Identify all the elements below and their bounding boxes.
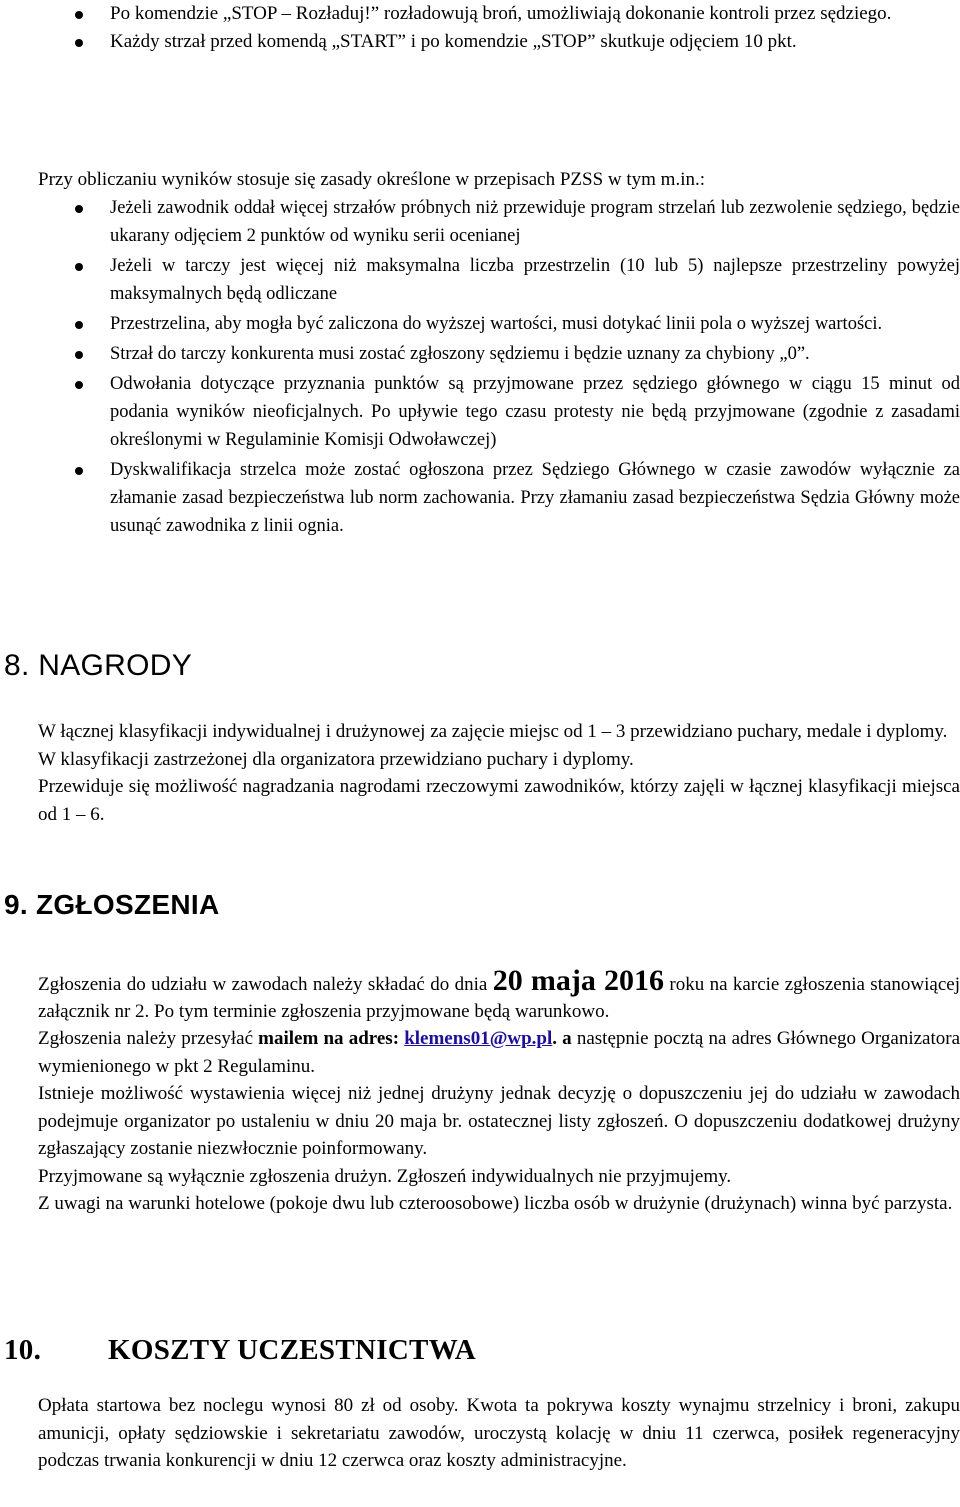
paragraph: [38, 1392, 960, 1475]
list-item-text: Jeżeli zawodnik oddał więcej strzałów próbnych niż przewiduje program strzelań lub zezwolenie sędziego, będzie ukarany odjęciem 2 punktów od wyniku serii ocenianej: [110, 198, 960, 246]
list-item: [0, 252, 960, 308]
list-item-text: Dyskwalifikacja strzelca może zostać ogłoszona przez Sędziego Głównego w czasie zawodów wyłącznie za złamanie zasad bezpieczeństwa lub norm zachowania.: [110, 460, 960, 508]
list-item-text: Strzał do tarczy konkurenta musi zostać zgłoszony sędziemu i będzie uznany za chybiony „0”.: [110, 344, 810, 364]
paragraph: Przewiduje się możliwość nagradzania nagrodami rzeczowymi zawodników, którzy zajęli w łącznej klasyfikacji miejsca od 1 – 6.: [38, 776, 960, 825]
list-item-text: Odwołania dotyczące przyznania punktów są przyjmowane przez sędziego głównego w ciągu 15 minut od podania wyników nieoficjalnych.: [110, 374, 960, 422]
text-span: Kwota ta pokrywa koszty wynajmu strzelnicy i broni, zakupu amunicji, opłaty sędziowskie i sekretariatu zawodów, uroczystą kolację w dniu 11 czerwca, posiłek regeneracyjny podczas trwania konkurencji w dniu 12 czerwca oraz koszty administracyjne.: [38, 1395, 960, 1471]
text-span: Zgłoszenia do udziału w zawodach należy składać do dnia: [38, 974, 493, 995]
bullet-icon: [75, 39, 83, 47]
list-item-extra-text: Przy złamaniu zasad bezpieczeństwa Sędzia Główny może usunąć zawodnika z linii ognia.: [110, 488, 960, 536]
bullet-icon: [75, 263, 83, 271]
paragraph: Istnieje możliwość wystawienia więcej niż jednej drużyny jednak decyzję o dopuszczeniu jej do udziału w zawodach podejmuje organizator po ustaleniu w dniu 20 maja br. ostatecznej listy zgłoszeń. O dopuszczeniu dodatkowej drużyny zgłaszający zostanie niezwłocznie poinformowany.: [38, 1083, 960, 1159]
list-item: [0, 310, 960, 338]
bold-text: mailem na adres:: [258, 1028, 405, 1049]
list-item: [0, 28, 960, 56]
paragraph: [38, 964, 960, 1025]
list-item: [0, 0, 960, 28]
bullet-icon: [75, 11, 83, 19]
section-heading-koszty: [4, 1332, 476, 1368]
paragraph: Przyjmowane są wyłącznie zgłoszenia drużyn. Zgłoszeń indywidualnych nie przyjmujemy.: [38, 1165, 732, 1187]
section-heading-nagrody: 8. NAGRODY: [4, 649, 193, 682]
bullet-icon: [75, 467, 83, 475]
bullet-icon: [75, 321, 83, 329]
list-item: [0, 370, 960, 454]
rules-bullet-list: [0, 194, 960, 542]
bullet-icon: [75, 381, 83, 389]
text-span: roku na karcie zgłoszenia stanowiącej załącznik nr 2. Po tym terminie zgłoszenia przyjmowane będą warunkowo.: [38, 974, 960, 1022]
bullet-icon: [75, 351, 83, 359]
list-item-text: Każdy strzał przed komendą „START” i po komendzie „STOP” skutkuje odjęciem 10 pkt.: [110, 31, 797, 52]
deadline-date: 20 maja 2016: [492, 964, 664, 997]
bold-text: . a: [552, 1028, 572, 1049]
rules-intro: Przy obliczaniu wyników stosuje się zasady określone w przepisach PZSS w tym m.in.:: [38, 169, 706, 190]
text-span: Opłata startowa bez noclegu wynosi 80 zł od osoby.: [38, 1395, 459, 1416]
paragraph: W łącznej klasyfikacji indywidualnej i drużynowej za zajęcie miejsc od 1 – 3 przewidziano puchary, medale i dyplomy.: [38, 721, 948, 742]
section-number: 10.: [4, 1334, 42, 1366]
section-heading-zgloszenia: 9. ZGŁOSZENIA: [4, 889, 220, 920]
paragraph: [38, 1025, 960, 1080]
section-title: KOSZTY UCZESTNICTWA: [108, 1334, 477, 1366]
text-span: następnie pocztą na adres Głównego Organizatora wymienionego w pkt 2 Regulaminu.: [38, 1028, 960, 1077]
awards-section: [38, 718, 960, 828]
top-bullet-list: [0, 0, 960, 56]
list-item-text: Przestrzelina, aby mogła być zaliczona do wyższej wartości, musi dotykać linii pola o wyższej wartości.: [110, 314, 883, 334]
list-item: [0, 194, 960, 250]
text-span: Zgłoszenia należy przesyłać: [38, 1028, 259, 1049]
bullet-icon: [75, 205, 83, 213]
list-item-extra-text: Po upływie tego czasu protesty nie będą przyjmowane (zgodnie z zasadami określonymi w Regulaminie Komisji Odwoławczej): [110, 402, 960, 450]
list-item: [0, 340, 960, 368]
email-link[interactable]: klemens01@wp.pl: [404, 1028, 553, 1049]
list-item: [0, 456, 960, 540]
list-item-text: Po komendzie „STOP – Rozładuj!” rozładowują broń, umożliwiają dokonanie kontroli przez sędziego.: [110, 3, 892, 24]
costs-section: [38, 1392, 960, 1475]
entries-section: [38, 964, 960, 1218]
list-item-text: Jeżeli w tarczy jest więcej niż maksymalna liczba przestrzelin (10 lub 5) najlepsze przestrzeliny powyżej maksymalnych będą odliczane: [110, 256, 960, 304]
paragraph: W klasyfikacji zastrzeżonej dla organizatora przewidziano puchary i dyplomy.: [38, 748, 634, 770]
paragraph: Z uwagi na warunki hotelowe (pokoje dwu lub czteroosobowe) liczba osób w drużynie (drużynach) winna być parzysta.: [38, 1193, 953, 1214]
